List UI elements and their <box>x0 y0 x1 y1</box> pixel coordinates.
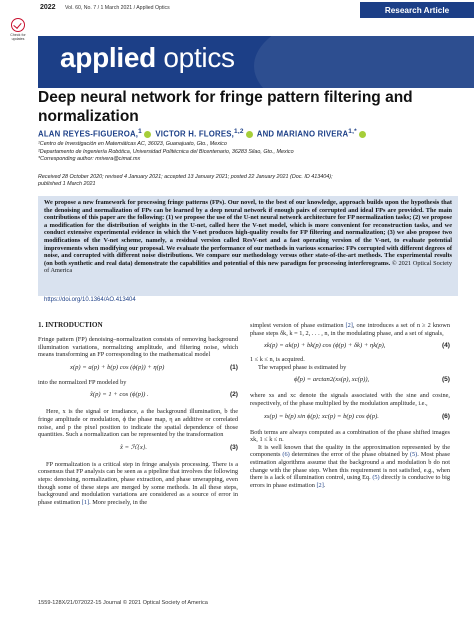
check-updates-label: Check for updates <box>10 33 26 41</box>
equation-4: xk(p) = ak(p) + bk(p) cos (ϕ(p) + δk) + ηk(p), (4) <box>264 342 450 350</box>
paragraph: simplest version of phase estimation [2], one introduces a set of n ≥ 2 known phase steps δk, k = 1, 2, . . . , n, in the modulating phase, and a set of signals, <box>250 322 450 337</box>
paragraph: It is well known that the quality in the approximation represented by the components (6) determines the error of the phase obtained by (5). Most phase estimation algorithms assume that the background a and modulation b do not change with the phase step. When this requirement is not satisfied, e.g., when there is a lack of illumination control, using Eq. (5) directly is conducive to big errors in phase estimation [2]. <box>250 443 451 489</box>
citation-link[interactable]: (5) <box>409 451 418 459</box>
equation-6: xs(p) = b(p) sin ϕ(p); xc(p) = b(p) cos ϕ(p). (6) <box>264 412 450 420</box>
affiliation: ²Departamento de Ingeniería Robótica, Universidad Politécnica del Bicentenario, 36283 Silao, Gto., Mexico <box>38 148 294 155</box>
page-header <box>0 0 474 24</box>
paragraph: Both terms are always computed as a combination of the phase shifted images xk, 1 ≤ k ≤ n. <box>250 428 450 444</box>
equation-5: ϕ̂(p) = arctan2(xs(p), xc(p)), (5) <box>294 376 450 384</box>
article-title: Deep neural network for fringe pattern filtering and normalization <box>38 89 413 125</box>
journal-banner <box>38 36 474 88</box>
right-column <box>250 322 450 489</box>
received-dates: Received 28 October 2020; revised 4 January 2021; accepted 13 January 2021; posted 22 January 2021 (Doc. ID 413404); published 1 March 2021 <box>38 174 333 188</box>
author-name: MARIANO RIVERA <box>276 129 349 139</box>
volume-info: Vol. 60, No. 7 / 1 March 2021 / Applied Optics <box>65 5 170 11</box>
citation-link[interactable]: [2] <box>316 481 324 489</box>
paragraph: FP normalization is a critical step in fringe analysis processing. There is a consensus that FP analysis can be seen as a pipeline that involves the following steps: denoising, normalization, phase extraction, and phase unwrapping, even though some of these steps are merged by some methods. In all these steps, background and modulation variations are considered as a source of error in phase estimation [1]. More precisely, in the <box>38 460 238 506</box>
citation-link[interactable]: (6) <box>282 451 290 459</box>
equation-1: x(p) = a(p) + b(p) cos (ϕ(p)) + η(p) (1) <box>70 363 238 371</box>
equation-2: x̂(p) = 1 + cos (ϕ(p)) . (2) <box>90 391 238 399</box>
left-column <box>38 336 238 506</box>
orcid-icon[interactable] <box>359 131 366 138</box>
corresponding-author: *Corresponding author: mrivera@cimat.mx <box>38 156 141 162</box>
author-list: ALAN REYES-FIGUEROA,$^1$ VICTOR H. FLORES,$^{1,2}$ AND MARIANO $RIVERA^{1,*}$ <box>38 128 368 139</box>
page-number: 2022 <box>40 4 56 11</box>
doi-link[interactable]: https://doi.org/10.1364/AO.413404 <box>44 297 136 303</box>
page-footer: 1559-128X/21/072022-15 Journal © 2021 Optical Society of America <box>38 600 208 606</box>
author-name: VICTOR H. FLORES, <box>155 129 235 139</box>
paragraph: into the normalized FP modeled by <box>38 378 127 386</box>
citation-link[interactable]: [2] <box>345 322 353 329</box>
citation-link[interactable]: [1] <box>81 498 90 506</box>
check-for-updates-badge[interactable] <box>6 18 30 46</box>
author-name: ALAN REYES-FIGUEROA, <box>38 129 139 139</box>
paragraph: where xs and xc denote the signals associated with the sine and cosine, respectively, of the phase multiplied by the modulation amplitude, i.e., <box>250 392 450 407</box>
paragraph: 1 ≤ k ≤ n, is acquired. <box>250 356 305 364</box>
abstract-box <box>38 196 458 296</box>
citation-link[interactable]: (5) <box>372 474 380 482</box>
orcid-icon[interactable] <box>246 131 253 138</box>
section-heading: 1. INTRODUCTION <box>38 321 103 329</box>
paragraph: The wrapped phase is estimated by <box>258 363 347 371</box>
orcid-icon[interactable] <box>144 131 151 138</box>
paragraph: Fringe pattern (FP) denoising–normalization consists of removing background illumination variations, normalizing amplitude, and filtering noise, which means transforming an FP corresponding to the mathematical model <box>38 336 238 359</box>
journal-logo: applied optics <box>60 42 235 73</box>
article-type-badge: Research Article <box>360 2 474 18</box>
abstract-text: We propose a new framework for processing fringe patterns (FPs). Our novel, to the best of our knowledge, approach builds upon the hypothesis that the denoising and normalization of FPs can be learned by a deep neural network if enough pairs of corrupted and ideal FPs are provided. The main contributions of this paper are the following: (1) we propose the use of the U-net neural network architecture for FP normalization tasks; (2) we propose a modification for the distribution of weights in the U-net, called here the V-net model, which is more convenient for reconstruction tasks, and we conduct extensive experimental evidence in which the V-net produces high-quality results for FP filtering and normalization; (3) we also propose two modifications of the V-net scheme, namely, a residual version called ResV-net and a fast operating version of the V-net, to evaluate potential improvements when modifying our proposal. We evaluate the performance of our methods in various scenarios: FPs corrupted with different degrees of noise, and corrupted with different noise distributions. We compare our methodology versus other state-of-the-art methods. The experimental results (on both synthetic and real data) demonstrate the capabilities and potential of this new paradigm for processing interferograms. © 2021 Optical Society of America <box>44 199 452 275</box>
check-updates-icon <box>11 18 25 32</box>
affiliation: ¹Centro de Investigación en Matemáticas AC, 36023, Guanajuato, Gto., Mexico <box>38 141 227 147</box>
paragraph: Here, x is the signal or irradiance, a the background illumination, b the fringe amplitude or modulation, ϕ the phase map, η an additive or correlated noise, and p the pixel position to indicate the spatial dependence of those quantities. Such a normalization can be represented by the transformation <box>38 408 238 439</box>
equation-3: x̂ = ℋ{x}. (3) <box>120 443 238 451</box>
